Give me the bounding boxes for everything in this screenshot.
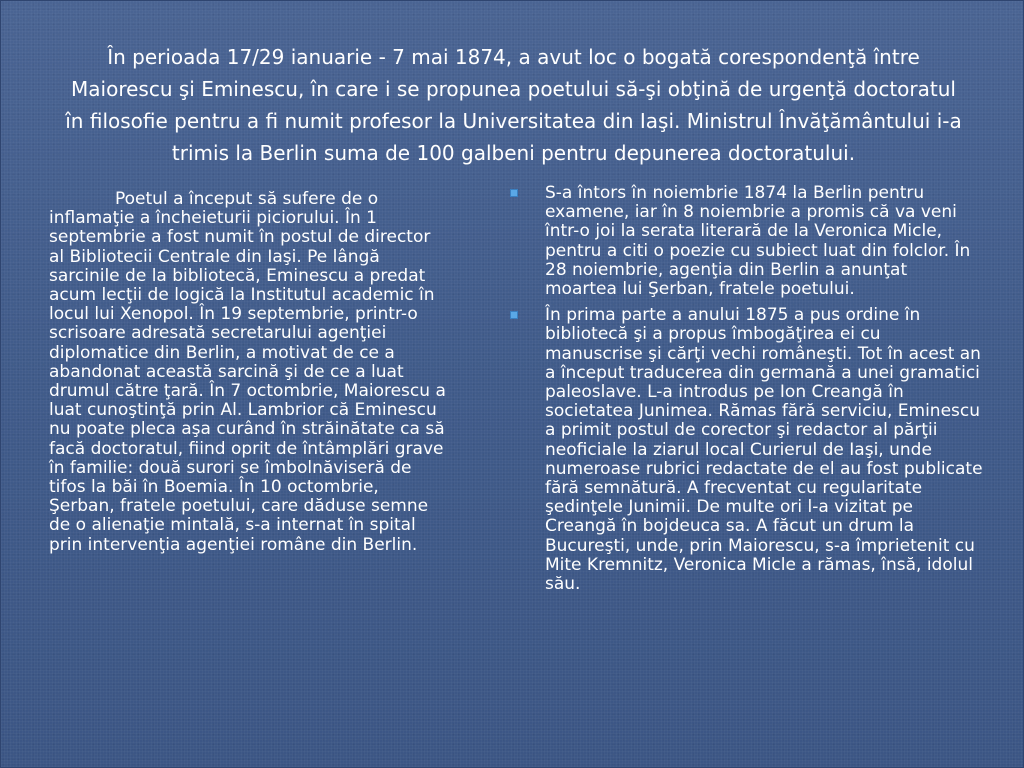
square-bullet-icon [511, 312, 517, 318]
left-text-paragraph: Poetul a început să sufere de o inflamaţie a încheieturii piciorului. În 1 septembrie a fost numit în postul de director al Bibliotecii Centrale din Iaşi. Pe lângă sarcinile de la bibliotecă, Eminescu a predat acum lecţii de logică la Institutul academic în locul lui Xenopol. În 19 septembrie, printr-o scrisoare adresată secretarului agenţiei diplomatice din Berlin, a motivat de ce a abandonat această sarcină şi de ce a luat drumul către ţară. În 7 octombrie, Maiorescu a luat cunoştinţă prin Al. Lambrior că Eminescu nu poate pleca aşa curând în străinătate ca să facă doctoratul, fiind oprit de întâmplări grave în familie: două surori se îmbolnăviseră de tifos la băi în Boemia. În 10 octombrie, Şerban, fratele poetului, care dăduse semne de o alienaţie mintală, s-a internat în spital prin intervenţia agenţiei române din Berlin. [49, 189, 446, 555]
bullet-text: În prima parte a anului 1875 a pus ordine în bibliotecă şi a propus îmbogăţirea ei cu manuscrise şi cărţi vechi româneşti. Tot în acest an a început traducerea din germană a unei gramatici paleoslave. L-a introdus pe Ion Creangă în societatea Junimea. Rămas fără serviciu, Eminescu a primit postul de corector şi redactor al părţii neoficiale la ziarul local Curierul de Iaşi, unde numeroase rubrici redactate de el au fost publicate fără semnătură. A frecventat cu regularitate şedinţele Junimii. De multe ori l-a vizitat pe Creangă în bojdeuca sa. A făcut un drum la Bucureşti, unde, prin Maiorescu, s-a împrietenit cu Mite Kremnitz, Veronica Micle a rămas, însă, idolul său. [545, 305, 983, 595]
bullet-text: S-a întors în noiembrie 1874 la Berlin pentru examene, iar în 8 noiembrie a promis că va veni într-o joi la serata literară de la Veronica Micle, pentru a citi o poezie cu subiect luat din folclor. În 28 noiembrie, agenţia din Berlin a anunţat moartea lui Şerban, fratele poetului. [545, 183, 971, 300]
bullet-list-item [509, 306, 983, 594]
slide-title: În perioada 17/29 ianuarie - 7 mai 1874, a avut loc o bogată corespondenţă între Maiorescu şi Eminescu, în care i se propunea poetului să-şi obţină de urgenţă doctoratul în filosofie pentru a fi numit profesor la Universitatea din Iaşi. Ministrul Învăţământului i-a trimis la Berlin suma de 100 galbeni pentru depunerea doctoratului. [65, 45, 962, 165]
right-bullet-list [509, 184, 983, 601]
square-bullet-icon [511, 190, 517, 196]
bullet-list-item [509, 184, 983, 299]
